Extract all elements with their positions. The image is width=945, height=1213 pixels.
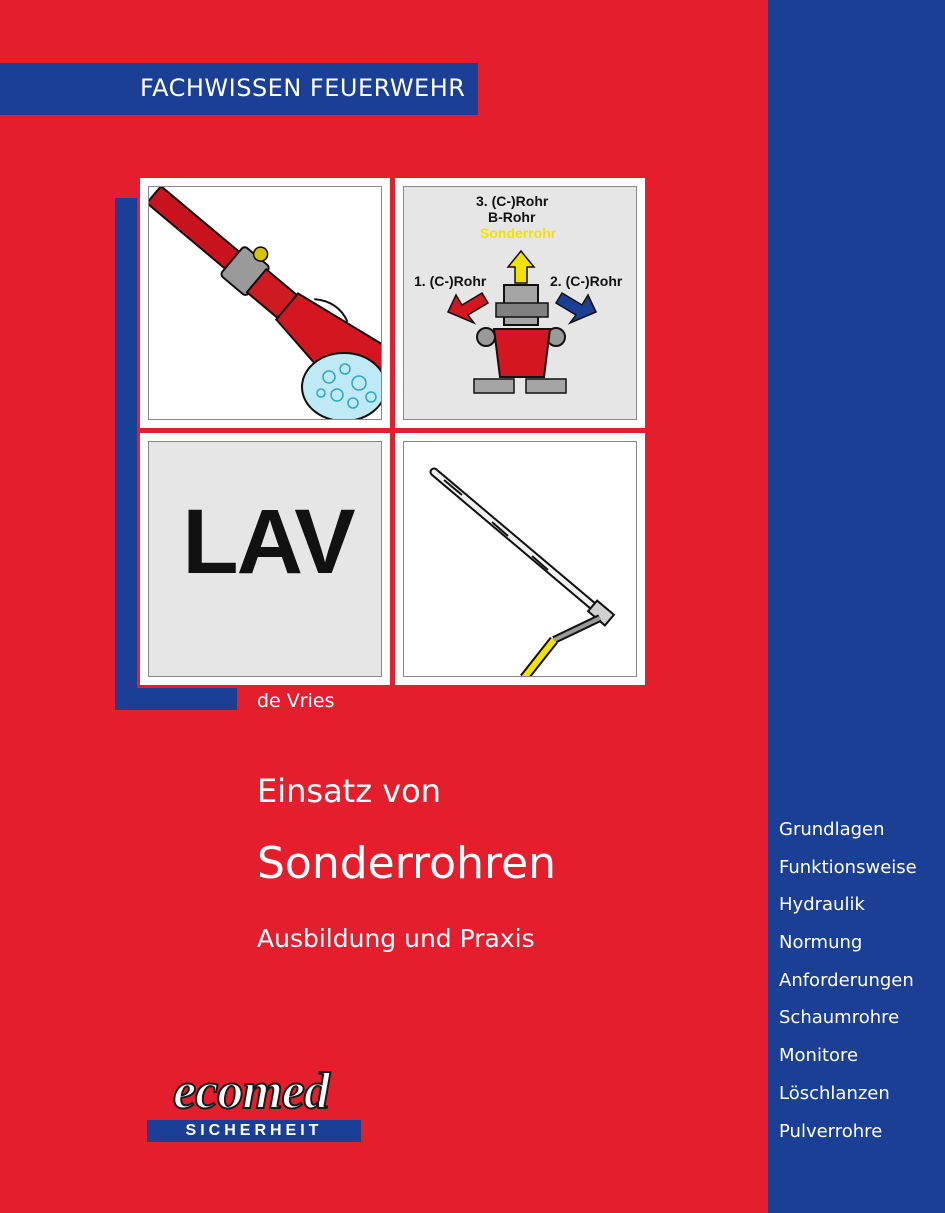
topic-list: [779, 818, 917, 1157]
subtitle: Ausbildung und Praxis: [257, 924, 535, 953]
topic-item: Hydraulik: [779, 894, 865, 916]
publisher-name: ecomed: [173, 1063, 329, 1120]
foam-pipe-illustration: [149, 187, 382, 420]
topic-item: Grundlagen: [779, 819, 885, 840]
label-first-pipe: 1. (C-)Rohr: [414, 273, 487, 289]
label-b-pipe: B-Rohr: [488, 209, 536, 225]
label-special-pipe: Sonderrohr: [480, 225, 557, 241]
topic-item: Schaumrohre: [779, 1007, 900, 1029]
topic-item: Monitore: [779, 1045, 859, 1067]
label-third-pipe: 3. (C-)Rohr: [476, 193, 549, 209]
topic-item: Funktionsweise: [779, 856, 917, 878]
label-second-pipe: 2. (C-)Rohr: [550, 273, 623, 289]
series-label: FACHWISSEN FEUERWEHR: [140, 74, 466, 102]
blue-bracket-vertical: [115, 198, 137, 710]
topic-item: Löschlanzen: [779, 1082, 890, 1104]
topic-item: Anforderungen: [779, 969, 914, 991]
publisher-logo: [135, 1063, 367, 1146]
author-name: de Vries: [257, 690, 335, 712]
lav-lettering: LAV: [182, 491, 354, 593]
panel-distributor: [395, 178, 645, 428]
panel-foam-pipe: [140, 178, 390, 428]
topic-item: Pulverrohre: [779, 1120, 883, 1142]
title-line-2: Sonderrohren: [257, 838, 557, 889]
panel-lance: [395, 433, 645, 685]
panel-lav: [140, 433, 390, 685]
title-line-1: Einsatz von: [257, 772, 441, 810]
foam-bubbles-icon: [302, 353, 382, 420]
lance-illustration: [404, 442, 637, 677]
topic-item: Normung: [779, 932, 863, 954]
publisher-imprint: SICHERHEIT: [147, 1120, 361, 1142]
blue-bracket-horizontal: [115, 688, 237, 710]
